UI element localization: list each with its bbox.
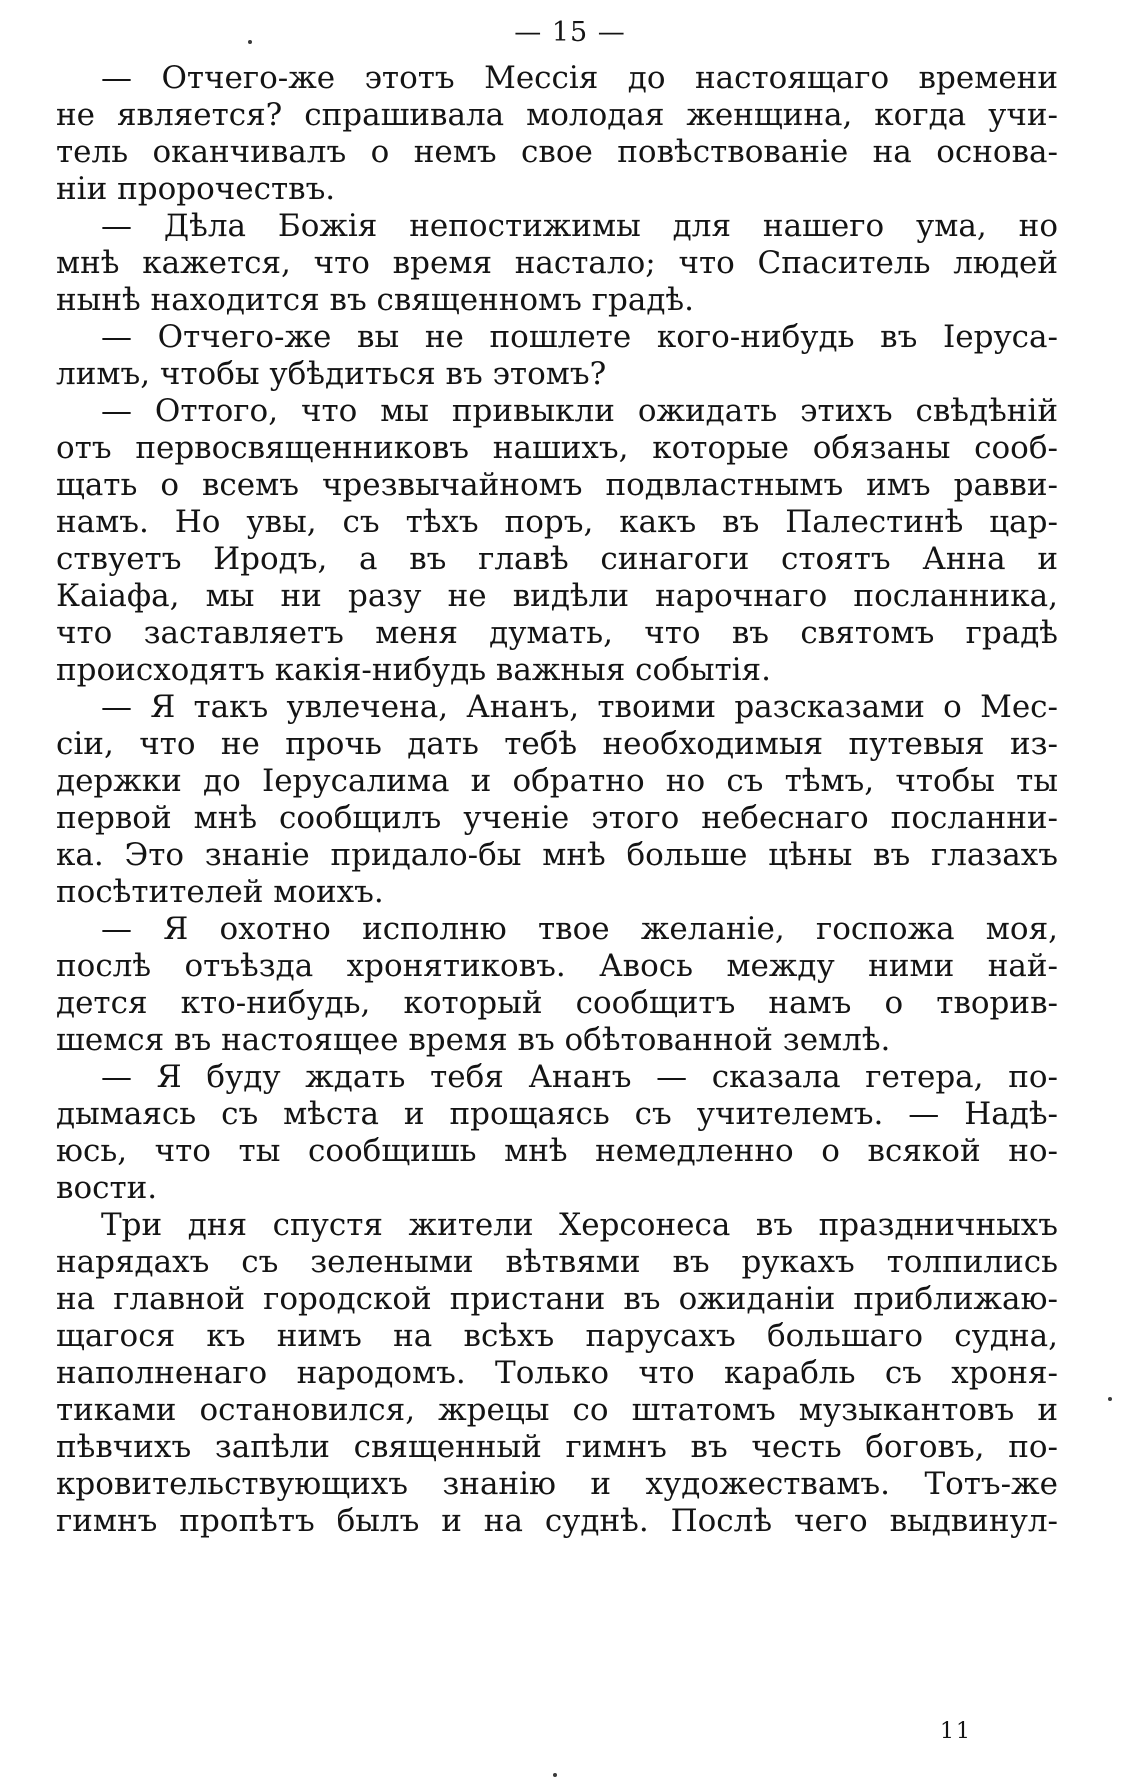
text-line: — Я охотно исполню твое желаніе, госпожа моя,	[101, 911, 1058, 947]
text-line: вости.	[56, 1170, 158, 1206]
text-line: на главной городской пристани въ ожиданіи приближаю-	[56, 1281, 1058, 1317]
text-line: дется кто-нибудь, который сообщитъ намъ о творив-	[56, 985, 1058, 1021]
text-line: кровительствующихъ знанію и художествамъ. Тотъ-же	[56, 1466, 1058, 1502]
text-line: — Отчего-же этотъ Мессія до настоящаго времени	[101, 60, 1058, 96]
text-line: дымаясь съ мѣста и прощаясь съ учителемъ. — Надѣ-	[56, 1096, 1058, 1132]
text-line: щагося къ нимъ на всѣхъ парусахъ большаго судна,	[56, 1318, 1058, 1354]
page-number: — 15 —	[514, 17, 626, 48]
text-line: — Отчего-же вы не пошлете кого-нибудь въ Іеруса-	[101, 319, 1058, 355]
text-line: отъ первосвященниковъ нашихъ, которые обязаны сооб-	[56, 430, 1058, 466]
text-line: ка. Это знаніе придало-бы мнѣ больше цѣны въ глазахъ	[56, 837, 1058, 873]
text-line: шемся въ настоящее время въ обѣтованной землѣ.	[56, 1022, 891, 1058]
text-line: ствуетъ Иродъ, а въ главѣ синагоги стоятъ Анна и	[56, 541, 1058, 577]
text-line: — Оттого, что мы привыкли ожидать этихъ свѣдѣній	[101, 393, 1058, 429]
text-line: щать о всемъ чрезвычайномъ подвластнымъ имъ равви-	[56, 467, 1058, 503]
body-text	[56, 60, 1058, 1540]
text-line: гимнъ пропѣтъ былъ и на суднѣ. Послѣ чего выдвинул-	[56, 1503, 1058, 1539]
signature-mark: 11	[940, 1719, 972, 1744]
print-speck	[1108, 1397, 1112, 1401]
text-line: лимъ, чтобы убѣдиться въ этомъ?	[56, 356, 607, 392]
text-line: держки до Іерусалима и обратно но съ тѣмъ, чтобы ты	[56, 763, 1058, 799]
text-line: — Я буду ждать тебя Ананъ — сказала гетера, по-	[101, 1059, 1058, 1095]
text-line: что заставляетъ меня думать, что въ святомъ градѣ	[56, 615, 1058, 651]
text-line: нынѣ находится въ священномъ градѣ.	[56, 282, 694, 318]
text-line: не является? спрашивала молодая женщина, когда учи-	[56, 97, 1058, 133]
print-speck	[248, 40, 252, 44]
print-speck	[553, 1773, 557, 1777]
text-line: происходятъ какія-нибудь важныя событія.	[56, 652, 771, 688]
text-line: первой мнѣ сообщилъ ученіе этого небеснаго посланни-	[56, 800, 1058, 836]
text-line: нарядахъ съ зелеными вѣтвями въ рукахъ толпились	[56, 1244, 1058, 1280]
text-line: сіи, что не прочь дать тебѣ необходимыя путевыя из-	[56, 726, 1058, 762]
text-line: ніи пророчествъ.	[56, 171, 336, 207]
text-line: тель оканчивалъ о немъ свое повѣствованіе на основа-	[56, 134, 1058, 170]
text-line: Три дня спустя жители Херсонеса въ праздничныхъ	[101, 1207, 1058, 1243]
text-line: мнѣ кажется, что время настало; что Спаситель людей	[56, 245, 1058, 281]
text-line: тиками остановился, жрецы со штатомъ музыкантовъ и	[56, 1392, 1058, 1428]
text-line: Каіафа, мы ни разу не видѣли нарочнаго посланника,	[56, 578, 1058, 614]
text-line: посѣтителей моихъ.	[56, 874, 384, 910]
text-line: пѣвчихъ запѣли священный гимнъ въ честь боговъ, по-	[56, 1429, 1058, 1465]
text-line: — Дѣла Божія непостижимы для нашего ума, но	[101, 208, 1058, 244]
text-line: наполненаго народомъ. Только что карабль съ хроня-	[56, 1355, 1058, 1391]
text-line: послѣ отъѣзда хронятиковъ. Авось между ними най-	[56, 948, 1058, 984]
text-line: — Я такъ увлечена, Ананъ, твоими разсказами о Мес-	[101, 689, 1058, 725]
text-line: юсь, что ты сообщишь мнѣ немедленно о всякой но-	[56, 1133, 1058, 1169]
text-line: намъ. Но увы, съ тѣхъ поръ, какъ въ Палестинѣ цар-	[56, 504, 1058, 540]
